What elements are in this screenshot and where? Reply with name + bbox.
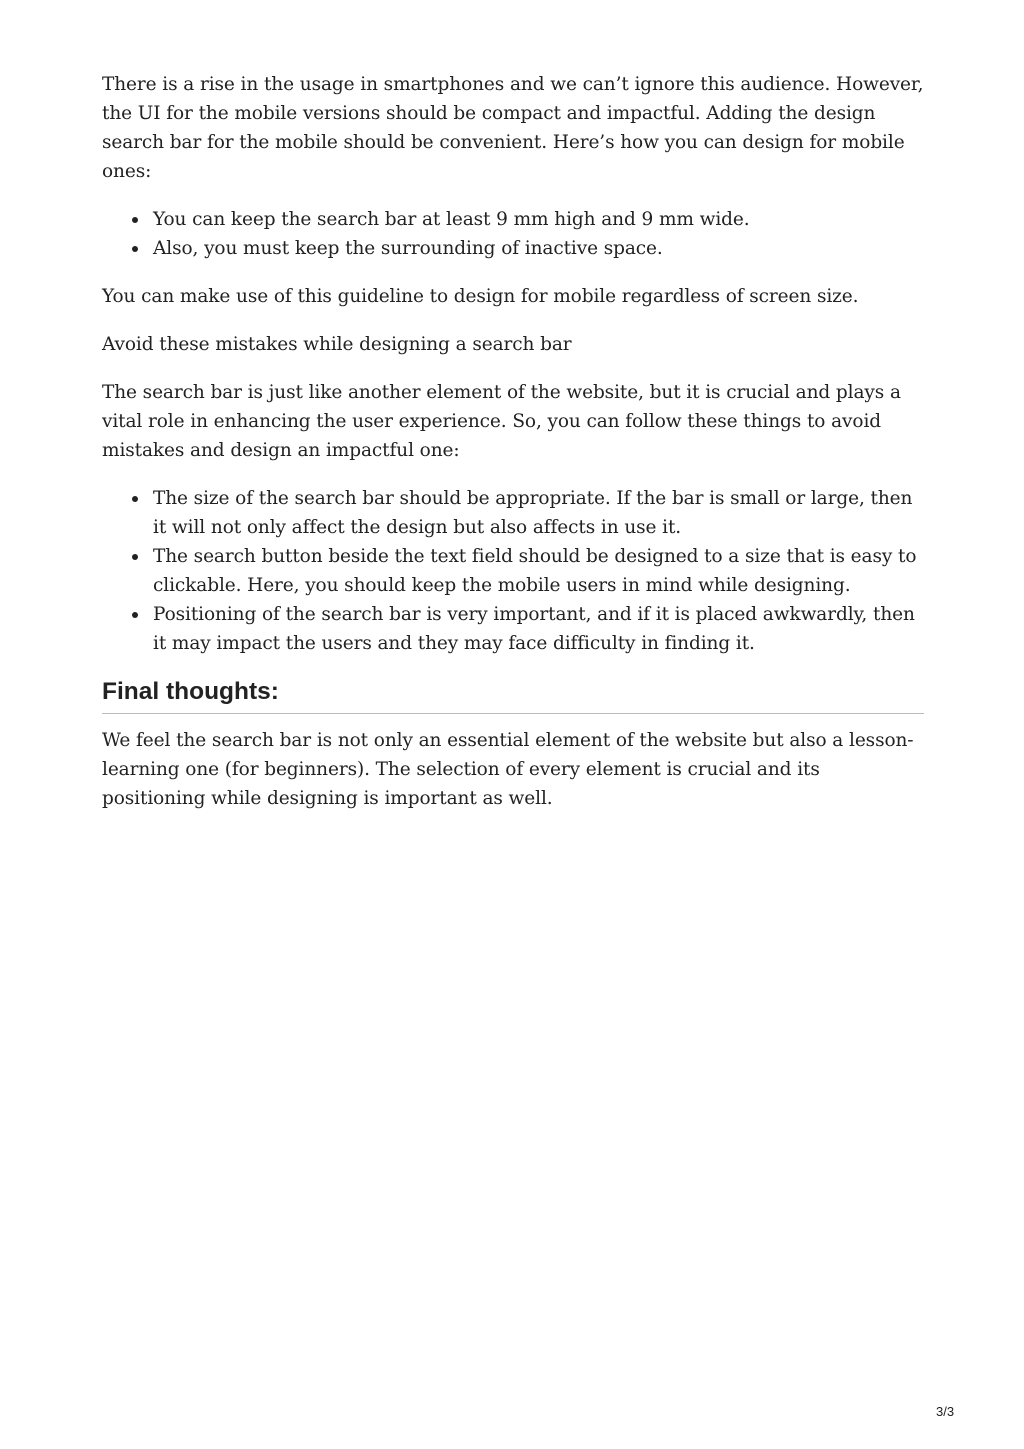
page-number: 3/3 [936, 1404, 955, 1419]
list-item: Positioning of the search bar is very important, and if it is placed awkwardly, then it may impact the users and they may face difficulty in finding it. [153, 600, 924, 658]
mobile-tips-list [102, 205, 924, 263]
intro-paragraph: There is a rise in the usage in smartphones and we can’t ignore this audience. However, the UI for the mobile versions should be compact and impactful. Adding the design search bar for the mobile should be convenient. Here’s how you can design for mobile ones: [102, 74, 924, 182]
guideline-paragraph: You can make use of this guideline to design for mobile regardless of screen size. [102, 286, 859, 307]
list-item: The search button beside the text field should be designed to a size that is easy to clickable. Here, you should keep the mobile users in mind while designing. [153, 542, 924, 600]
mistakes-intro-paragraph: The search bar is just like another element of the website, but it is crucial and plays a vital role in enhancing the user experience. So, you can follow these things to avoid mistakes and design an impactful one: [102, 382, 901, 461]
mistakes-subheading: Avoid these mistakes while designing a search bar [102, 334, 572, 355]
mistakes-list [102, 484, 924, 658]
list-item: Also, you must keep the surrounding of inactive space. [153, 234, 924, 263]
list-item: The size of the search bar should be appropriate. If the bar is small or large, then it will not only affect the design but also affects in use it. [153, 484, 924, 542]
final-thoughts-heading: Final thoughts: [102, 677, 924, 714]
article-body [102, 70, 924, 832]
list-item: You can keep the search bar at least 9 mm high and 9 mm wide. [153, 205, 924, 234]
final-paragraph: We feel the search bar is not only an essential element of the website but also a lesson-learning one (for beginners). The selection of every element is crucial and its positioning while designing is important as well. [102, 730, 914, 809]
